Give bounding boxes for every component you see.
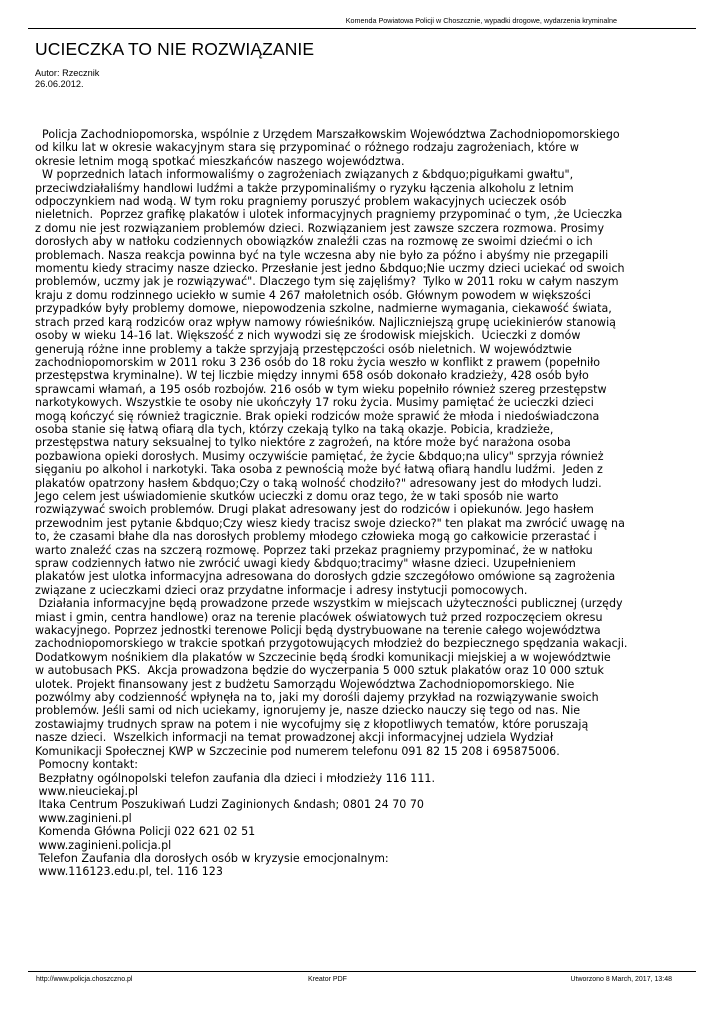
article-text-line: pozwólmy aby codzienność wpłynęła na to, jaki my dorośli dajemy przykład na rozwiązywanie swoich (35, 691, 599, 705)
article-text-line: Komenda Główna Policji 022 621 02 51 (35, 825, 256, 839)
article-text-line: nieletnich. Poprzez grafikę plakatów i ulotek informacyjnych pragniemy przypominać o tym, ,że Ucieczka (35, 208, 623, 222)
header-divider (28, 28, 696, 29)
article-text-line: www.nieuciekaj.pl (35, 784, 138, 798)
footer-generator: Kreator PDF (308, 976, 347, 983)
article-text-line: problemów. Jeśli sami od nich uciekamy, ignorujemy je, nasze dziecko nauczy się tego od nas. Nie (35, 704, 581, 718)
article-text-line: plakatów jest ulotka informacyjna adresowana do dorosłych gdzie szczegółowo omówione są zagrożenia (35, 570, 616, 584)
article-text-line: przeciwdziałaliśmy handlowi ludźmi a także przypominaliśmy o ryzyku łączenia alkoholu z letnim (35, 181, 574, 195)
footer-created-date: Utworzono 8 March, 2017, 13:48 (570, 976, 672, 983)
article-text-line: Bezpłatny ogólnopolski telefon zaufania dla dzieci i młodzieży 116 111. (35, 771, 435, 785)
article-text-line: strach przed karą rodziców oraz wpływ namowy rówieśników. Najliczniejszą grupę uciekinierów stanowią (35, 315, 616, 329)
footer-url-link[interactable]: http://www.policja.choszczno.pl (36, 976, 133, 983)
article-body (35, 128, 695, 879)
article-text-line: www.zaginieni.pl (35, 811, 132, 825)
article-text-line: pozbawiona opieki dorosłych. Musimy oczywiście pamiętać, że życie &bdquo;na ulicy" sprzyja również (35, 449, 604, 463)
article-text-line: Działania informacyjne będą prowadzone przede wszystkim w miejscach użyteczności publicznej (urzędy (35, 597, 623, 611)
article-author: Autor: Rzecznik (35, 68, 100, 78)
article-text-line: Jego celem jest uświadomienie skutków ucieczki z domu oraz tego, że w taki sposób nie warto (35, 489, 559, 503)
article-text-line: okresie letnim mogą spotkać mieszkańców naszego województwa. (35, 154, 405, 168)
article-text-line: to, że czasami błahe dla nas dorosłych problemy młodego człowieka mogą go całkowicie przerastać i (35, 530, 597, 544)
article-text-line: z domu nie jest rozwiązaniem problemów dzieci. Rozwiązaniem jest zawsze szczera rozmowa. Prosimy (35, 221, 605, 235)
article-date: 26.06.2012. (35, 79, 84, 89)
article-text-line: osoba stanie się łatwą ofiarą dla tych, którzy czekają tylko na taką okazje. Pobicia, kradzieże, (35, 422, 554, 436)
article-text-line: rozwiązywać swoich problemów. Drugi plakat adresowany jest do rodziców i opiekunów. Jego hasłem (35, 503, 594, 517)
article-text-line: Itaka Centrum Poszukiwań Ludzi Zaginionych &ndash; 0801 24 70 70 (35, 798, 424, 812)
article-text-line: problemach. Nasza reakcja powinna być na tyle wczesna aby nie było za późno i abyśmy nie przegapili (35, 248, 609, 262)
article-title: UCIECZKA TO NIE ROZWIĄZANIE (35, 39, 315, 59)
article-meta (35, 68, 99, 90)
article-text-line: zostawiajmy trudnych spraw na potem i nie wycofujmy się z kłopotliwych tematów, które poruszają (35, 717, 589, 731)
article-text-line: problemów, uczmy jak je rozwiązywać". Dlaczego tym się zajęliśmy? Tylko w 2011 roku w całym naszym (35, 275, 619, 289)
article-text-line: W poprzednich latach informowaliśmy o zagrożeniach związanych z &bdquo;pigułkami gwałtu", (35, 168, 574, 182)
article-text-line: www.116123.edu.pl, tel. 116 123 (35, 865, 223, 879)
article-text-line: przestępstwa natury seksualnej to tylko niektóre z zagrożeń, na które może być narażona osoba (35, 436, 571, 450)
article-text-line: osoby w wieku 14-16 lat. Większość z nich wywodzi się ze środowisk miejskich. Ucieczki z domów (35, 329, 581, 343)
article-text-line: Dodatkowym nośnikiem dla plakatów w Szczecinie będą środki komunikacji miejskiej a w województwie (35, 650, 611, 664)
article-text-line: związane z ucieczkami dzieci oraz przydatne informacje i adresy instytucji pomocowych. (35, 583, 528, 597)
article-text-line: Policja Zachodniopomorska, wspólnie z Urzędem Marszałkowskim Województwa Zachodniopomorskiego (35, 128, 620, 141)
article-text-line: dorosłych aby w natłoku codziennych obowiązków znaleźli czas na rozmowę ze swoimi dziećmi o ich (35, 235, 593, 249)
article-text-line: przewodnim jest pytanie &bdquo;Czy wiesz kiedy tracisz swoje dziecko?" ten plakat ma zwrócić uwagę na (35, 516, 625, 530)
article-text-line: zachodniopomorskiego w trakcie spotkań przygotowujących młodzież do bezpiecznego spędzania wakacji. (35, 637, 628, 651)
article-text-line: kraju z domu rodzinnego uciekło w sumie 4 267 małoletnich osób. Głównym powodem w większości (35, 288, 591, 302)
article-text-line: przestępstwa kryminalne). W tej liczbie między innymi 658 osób dokonało kradzieży, 428 osób było (35, 369, 589, 383)
article-text-line: nasze dzieci. Wszelkich informacji na temat prowadzonej akcji informacyjnej udziela Wydział (35, 731, 554, 745)
article-text-line: wakacyjnego. Poprzez jednostki terenowe Policji będą dystrybuowane na terenie całego województwa (35, 624, 601, 638)
header-site-name: Komenda Powiatowa Policji w Choszcznie, wypadki drogowe, wydarzenia kryminalne (345, 16, 617, 25)
article-text-line: Komunikacji Społecznej KWP w Szczecinie pod numerem telefonu 091 82 15 208 i 695875006. (35, 744, 560, 758)
article-text-line: ulotek. Projekt finansowany jest z budżetu Samorządu Województwa Zachodniopomorskiego. Nie (35, 677, 575, 691)
article-text-line: odpoczynkiem nad wodą. W tym roku pragniemy poruszyć problem wakacyjnych ucieczek osób (35, 195, 567, 209)
article-text-line: miast i gmin, centra handlowe) oraz na terenie placówek oświatowych tuż przed rozpoczęciem okresu (35, 610, 603, 624)
article-text-line: spraw codziennych łatwo nie zwrócić uwagi kiedy &bdquo;tracimy" własne dzieci. Uzupełnieniem (35, 557, 576, 570)
article-text-line: momentu kiedy stracimy nasze dziecko. Przesłanie jest jedno &bdquo;Nie uczmy dzieci uciekać od swoich (35, 262, 625, 276)
article-text-line: Pomocny kontakt: (35, 758, 138, 772)
article-text-line: Telefon Zaufania dla dorosłych osób w kryzysie emocjonalnym: (35, 851, 389, 865)
article-text-line: generują różne inne problemy a także sprzyjają przestępczości osób nieletnich. W województwie (35, 342, 572, 356)
article-text-line: zachodniopomorskim w 2011 roku 3 236 osób do 18 roku życia weszło w konflikt z prawem (popełniło (35, 355, 601, 369)
article-text-line: mogą kończyć się również tragicznie. Brak opieki rodziców może sprawić że młoda i niedoświadczona (35, 409, 600, 423)
article-text-line: od kilku lat w okresie wakacyjnym stara się przypominać o różnego rodzaju zagrożeniach, które w (35, 141, 579, 155)
article-text-line: www.zaginieni.policja.pl (35, 838, 172, 852)
article-text-line: warto znaleźć czas na szczerą rozmowę. Poprzez taki przekaz pragniemy przypominać, że w natłoku (35, 543, 593, 557)
article-text-line: przypadków były problemy domowe, niepowodzenia szkolne, nadmierne wymagania, ciekawość świata, (35, 302, 612, 316)
article-text-line: sięganiu po alkohol i narkotyki. Taka osoba z pewnością może być łatwą ofiarą handlu ludźmi. Jeden z (35, 463, 603, 477)
article-text-line: plakatów opatrzony hasłem &bdquo;Czy o taką wolność chodziło?" adresowany jest do młodych ludzi. (35, 476, 602, 490)
article-text-line: w autobusach PKS. Akcja prowadzona będzie do wyczerpania 5 000 sztuk plakatów oraz 10 000 sztuk (35, 664, 604, 678)
article-text-line: narkotykowych. Wszystkie te osoby nie ukończyły 17 roku życia. Musimy pamiętać że ucieczki dzieci (35, 396, 594, 410)
article-text-line: sprawcami włamań, a 195 osób rozbojów. 216 osób w tym wieku popełniło również szereg przestępstw (35, 382, 607, 396)
footer-divider (28, 971, 696, 972)
